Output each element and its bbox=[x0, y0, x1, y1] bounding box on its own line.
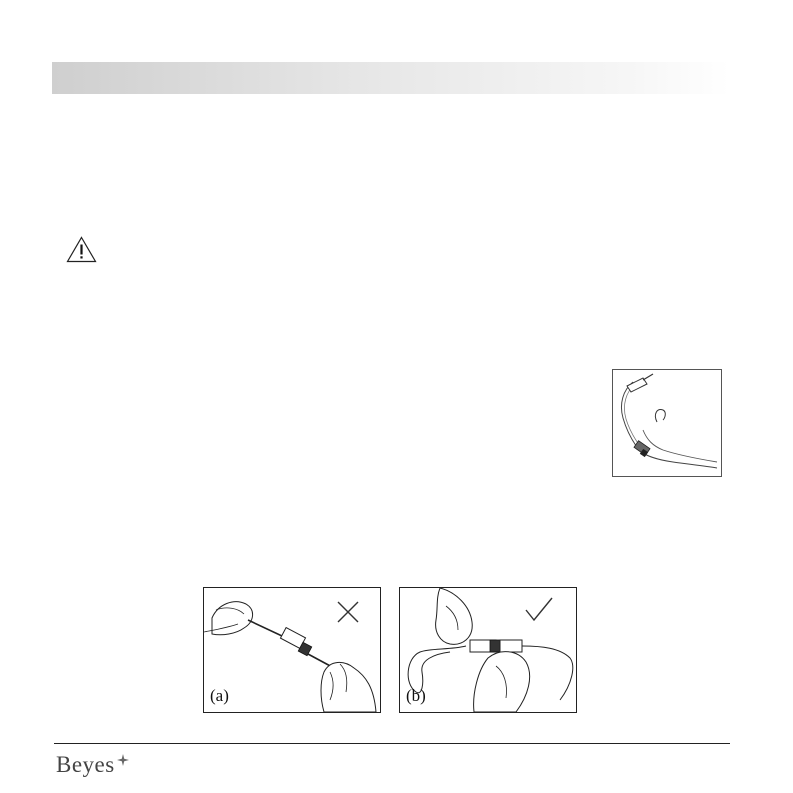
brand-logo bbox=[56, 750, 130, 780]
check-icon bbox=[526, 598, 552, 620]
brand-name: Beyes bbox=[56, 752, 115, 777]
warning-triangle-icon bbox=[66, 236, 97, 263]
photo-caption-b: (b) bbox=[406, 686, 426, 705]
footer-rule bbox=[54, 743, 730, 744]
photo-caption-a: (a) bbox=[210, 686, 229, 705]
photo-wrong-unplugging bbox=[203, 587, 381, 713]
photo-correct-unplugging bbox=[399, 587, 577, 713]
star-mark-icon bbox=[116, 753, 130, 767]
cable-thumbnail-image bbox=[612, 369, 722, 477]
cross-icon bbox=[338, 602, 358, 622]
section-header-bar bbox=[52, 62, 730, 94]
